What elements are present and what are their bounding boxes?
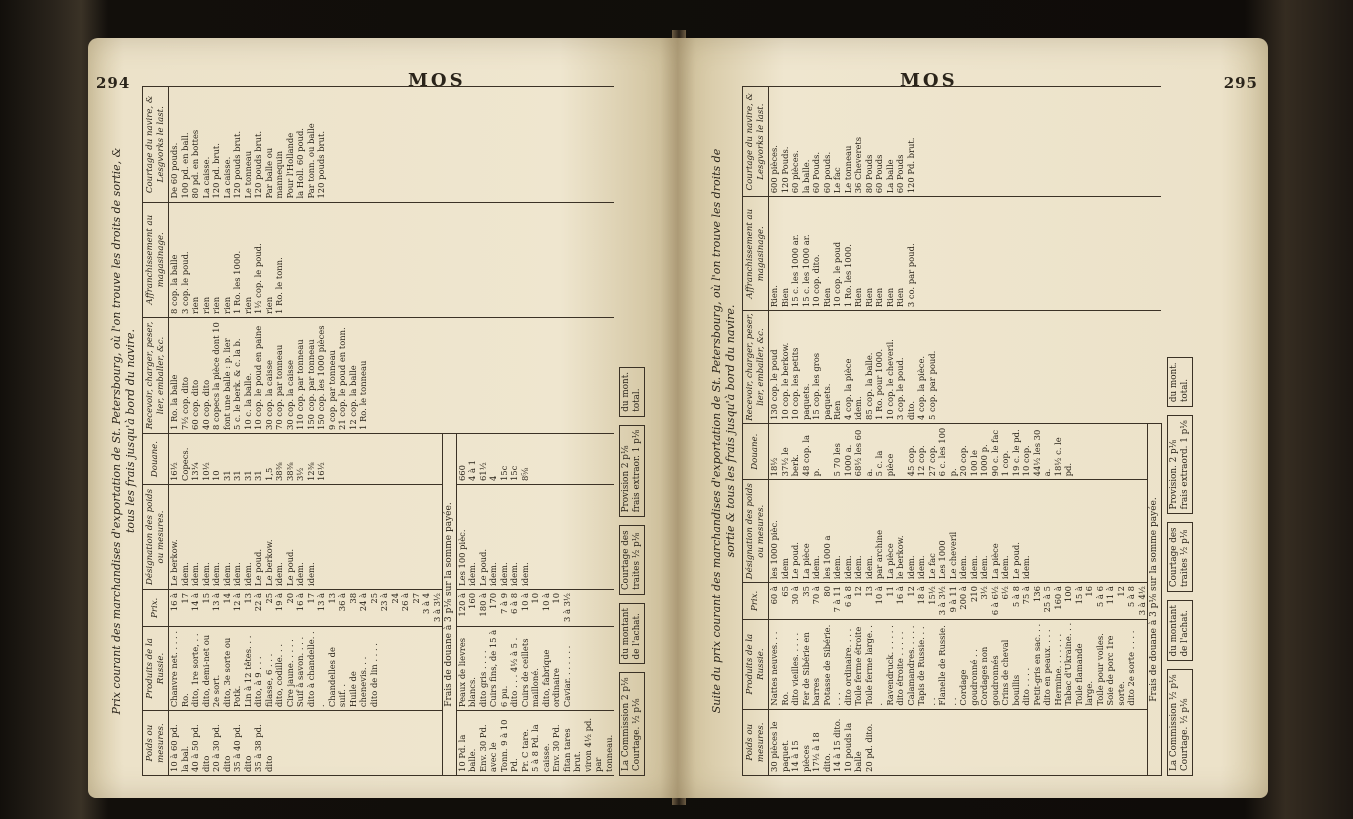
products-cell: Peaux de lievres blancs. dito gris . . . . Cuirs fins, de 15 à 6 pu. dito . . . 4½ à 5 . Cuirs de ceillets mailloné. dito, fabrique ordinaire Caviar. . . . . . . [456, 626, 614, 710]
right-header-row [743, 87, 769, 776]
footer-total: du mont. total. [1167, 357, 1193, 407]
designation-cell: Les 100 pièc. idem. Le poud. idem. idem. idem. idem. [456, 485, 614, 590]
footer-amount: du montant de l'achat. [619, 603, 645, 664]
left-title: Prix courant des marchandises d'exportation de St. Petersbourg, où l'on trouve les droits de sortie, & tous les frais jusqu'à bord du navire. [110, 147, 137, 715]
duty-cell: 660 4 à 1 61½ 4 15c 15c 8⅝ [456, 434, 614, 485]
storage-cell: Rien. Bien 15 c. les 1000 ar. 15 c. les 1000 ar. 10 cop. dito. Rien 10 cop. le poud 1 Ro. les 1000. Rien Rien Rien Rien Rien 3 co. par poud. [769, 197, 1162, 311]
right-page [678, 38, 1268, 798]
prices-cell: 120 à 160 180 à 170 7 à 9 6 à 8 10 à 10 10 à 10 3 à 3½ [456, 589, 614, 626]
col-products: Produits de la Russie. [143, 626, 169, 710]
table-row [169, 87, 443, 776]
left-rotated-table [108, 86, 668, 776]
freight-cell: 600 pièces. 120 Pouds. 60 pièces. la balle. 60 Pouds. 60 pouds. Le fac Le tonneau 36 Cheverets 80 Pouds 60 Pouds La balle 60 Pouds 120 Pd. brut. [769, 87, 1162, 197]
freight-cell: De 60 pouds. 100 pd. en ball. 80 pd. en bottes La caisse. 120 pd. brut. La caisse. 120 pouds brut. Le tonneau 120 pouds brut. Par balle ou mannequin Pour l'Hollande la Holl. 60 poud. Par tonn. ou balle 120 pouds brut. [169, 87, 615, 203]
col-handling: Recevoir, charger, peser, lier, emballer, &c. [143, 317, 169, 433]
footer-total: du mont. total. [619, 367, 645, 417]
left-page-number: 294 [96, 74, 131, 92]
right-title: Suite du prix courant des marchandises d'exportation de St. Petersbourg, où l'on trouve les droits de sortie & tous les frais jusqu'à bord du navire. [710, 148, 737, 714]
prices-cell: 16 à 17 14 à 15 13 à 14 12 à 13 22 à 25 19 à 20 16 à 17 13 à 13 36 à 38 24 à 25 23 à 24 26 à 27 3 à 4 3 à 3½ [169, 589, 443, 626]
col-designation: Désignation des poids ou mesures. [743, 480, 769, 583]
left-running-head: MOS [408, 70, 466, 91]
footer-courtage: Courtage des traites ½ p⅛ [619, 525, 645, 595]
footer-provision: Provision 2 p⅛ frais extraor. 1 p⅛ [619, 425, 645, 518]
col-freight: Courtage du navire, & Lesgvorks le last. [143, 87, 169, 203]
col-designation: Désignation des poids ou mesures. [143, 485, 169, 590]
handling-cell: 130 cop. le poud 10 cop. le berkow. 10 cop. les petits paquets. 15 cop. les gros paquets. Rien 4 cop. la pièce idem. 85 cop. la balle. 1 Ro. pour 1000. 10 cop. le cheveril. 3 cop. le poud. dito. 4 cop. la pièce. 5 cop. par poud. [769, 311, 1162, 424]
handling-cell: 1 Ro. la balle 7½ cop. dito 60 cop. dito 40 cop. dito 8 copecs la pièce dont 10 font une balle : p. lier 5 c. le berk. & c. la b. 10 c. la balle. 10 cop. le poud en paine 30 cop. la caisse 70 cop. par tonneau 30 cop. la caisse 110 cop. par tonneau 150 cop. par tonneau 150 cop. les 1000 pièces 9 cop. par tonneau 21 cop. le poud en tonn. 12 cop. la balle 1 Ro. le tonneau [169, 317, 615, 433]
right-footer [1167, 86, 1193, 776]
right-rotated-table [708, 86, 1248, 776]
storage-cell: 8 cop. la balle 3 cop. le poud. rien rien rien rien 1 Ro. les 1000. rien 1½ cop. le poud. rien 1 Ro. le tonn. [169, 202, 615, 317]
weights-cell: 10 à 60 pd. la bal. 40 à 50 pd. dito 20 à 30 pd. dito 35 à 40 pd. dito 35 à 38 pd. dito [169, 711, 443, 776]
footer-provision: Provision. 2 p⅛ frais extraord. 1 p⅛ [1167, 415, 1193, 514]
duty-banner: Frais de douane à 3 p⅛ sur la somme payée. [443, 434, 457, 776]
left-footer [619, 86, 645, 776]
duty-cell: 18½ 37½ le berk. 48 cop. la p. 5 70 les 1000 a. 68½ les 60 a. 5 c. la pièce 45 cop. 12 cop. 27 cop. 6 c. les 100 p. 20 cop. 100 le 1000 p. 90 c. le fac 1 cop. 19 c. le pd. 10 cop. 44½ les 30 a. 18½ c. le pd. [769, 423, 1148, 479]
col-products: Produits de la Russie. [743, 619, 769, 709]
footer-commission: La Commission ½ p⅛ Courtage. ½ p⅛ [1167, 670, 1193, 777]
duty-banner: Frais de douane à 3 p⅛ sur la somme payée. [1148, 423, 1162, 775]
col-handling: Recevoir, charger, peser, lier, emballer, &c. [743, 311, 769, 424]
col-duty: Douane. [143, 434, 169, 485]
col-weights: Poids ou mesures. [743, 709, 769, 775]
left-price-table [142, 86, 614, 776]
col-duty: Douane. [743, 423, 769, 479]
duty-cell: 16½ Copecs. 13¼ 10½ 10 31 31 31 31 1,5 38⅜ 38⅜ 3½ 12⅜ 16½ [169, 434, 443, 485]
col-weights: Poids ou mesures. [143, 711, 169, 776]
products-cell: Nattes neuves. . . Ro. dito vieilles. . . . . Fer de Sibérie en barres Potasse de Sibérie. . . . dito ordinaire. . . . Toile ferme étroite Toile ferme large. . . Ravendruck. . . . . . dito étroite . . . . . Calamandres. . . . . Tapis de Russie. . . . . Flanelle de Russie. . . Cordage goudronné . . Cordages non goudronnés Crins de cheval bouillis dito . . . . Petit-gris en sac. . . dito en peaux. . . . Hermine. . . . . . . Tabac d'Ukraine. . . Toile flamande large. Toile pour voiles. Soie de porc 1re sorte. dito 2e sorte . . . . [769, 619, 1148, 709]
footer-courtage: Courtage des traites ½ p⅛ [1167, 522, 1193, 592]
designation-cell: Le berkow. idem. idem. idem. idem. idem. idem. idem. Le poud. Le berkow. idem. Le poud. idem. idem. [169, 485, 443, 590]
table-row [769, 87, 1148, 776]
col-storage: Affranchissement au magasinage. [743, 197, 769, 311]
col-price: Prix. [743, 583, 769, 620]
footer-amount: du montant de l'achat. [1167, 600, 1193, 661]
products-cell: Chanvre net. . . . . Ro. dito, 1re sorte, . . dito, demi-net ou 2e sort. dito, 3e sorte ou Potk. Lin à 12 têtes. . . dito, à 9 . . . filasse, 6 . . . dito, codille. . . Cire jaune. . . . . Suif à savon. . . . dito à chandelle. . . Chandelles de suif. . Huile de chenevis. . . dito de lin . . . . [169, 626, 443, 710]
left-header-row [143, 87, 169, 776]
col-freight: Courtage du navire, & Lesgvorks le last. [743, 87, 769, 197]
weights-cell: 30 pièces le paquet. 14 à 15 pièces 17½ à 18 dito. 14 à 15 dito. 10 pouds la balle 20 pd. dito. [769, 709, 1148, 775]
prices-cell: 60 à 65 30 à 35 70 à 80 7 à 11 6 à 8 12 13 10 à 11 16 à 12 18 à 15½ 3 à 3½ 9 à 11 200 à 210 3½ 6 à 6½ 6½ 5 à 8 75 à 136 25 à 5 160 à 100 15 à 16 5 à 6 11 à 12 5 à 8 3 à 4½ [769, 583, 1148, 620]
right-price-table [742, 86, 1162, 776]
footer-commission: La Commission 2 p⅛ Courtage. ½ p⅛ [619, 672, 645, 776]
right-running-head: MOS [900, 70, 958, 91]
designation-cell: les 1000 pièc. idem Le poud. La pièce idem. les 1000 a idem. idem. idem. idem. par archine La pièce le berkow. idem. idem. Le fac Les 1000 Le cheveril idem. idem. idem. La pièce idem. Le poud. idem. [769, 480, 1148, 583]
weights-cell: 10 Pd. la balle. Env. 30 Pd. avec le Tonn. 9 à 10 Pd. Pr. C tare. 5 à 8 Pd. la caisse. Env. 30 Pd. fitan tares brut. viron 4½ pd. par tonneau. [456, 711, 614, 776]
left-page [88, 38, 678, 798]
col-price: Prix. [143, 589, 169, 626]
right-page-number: 295 [1223, 74, 1258, 92]
col-storage: Affranchissement au magasinage. [143, 202, 169, 317]
